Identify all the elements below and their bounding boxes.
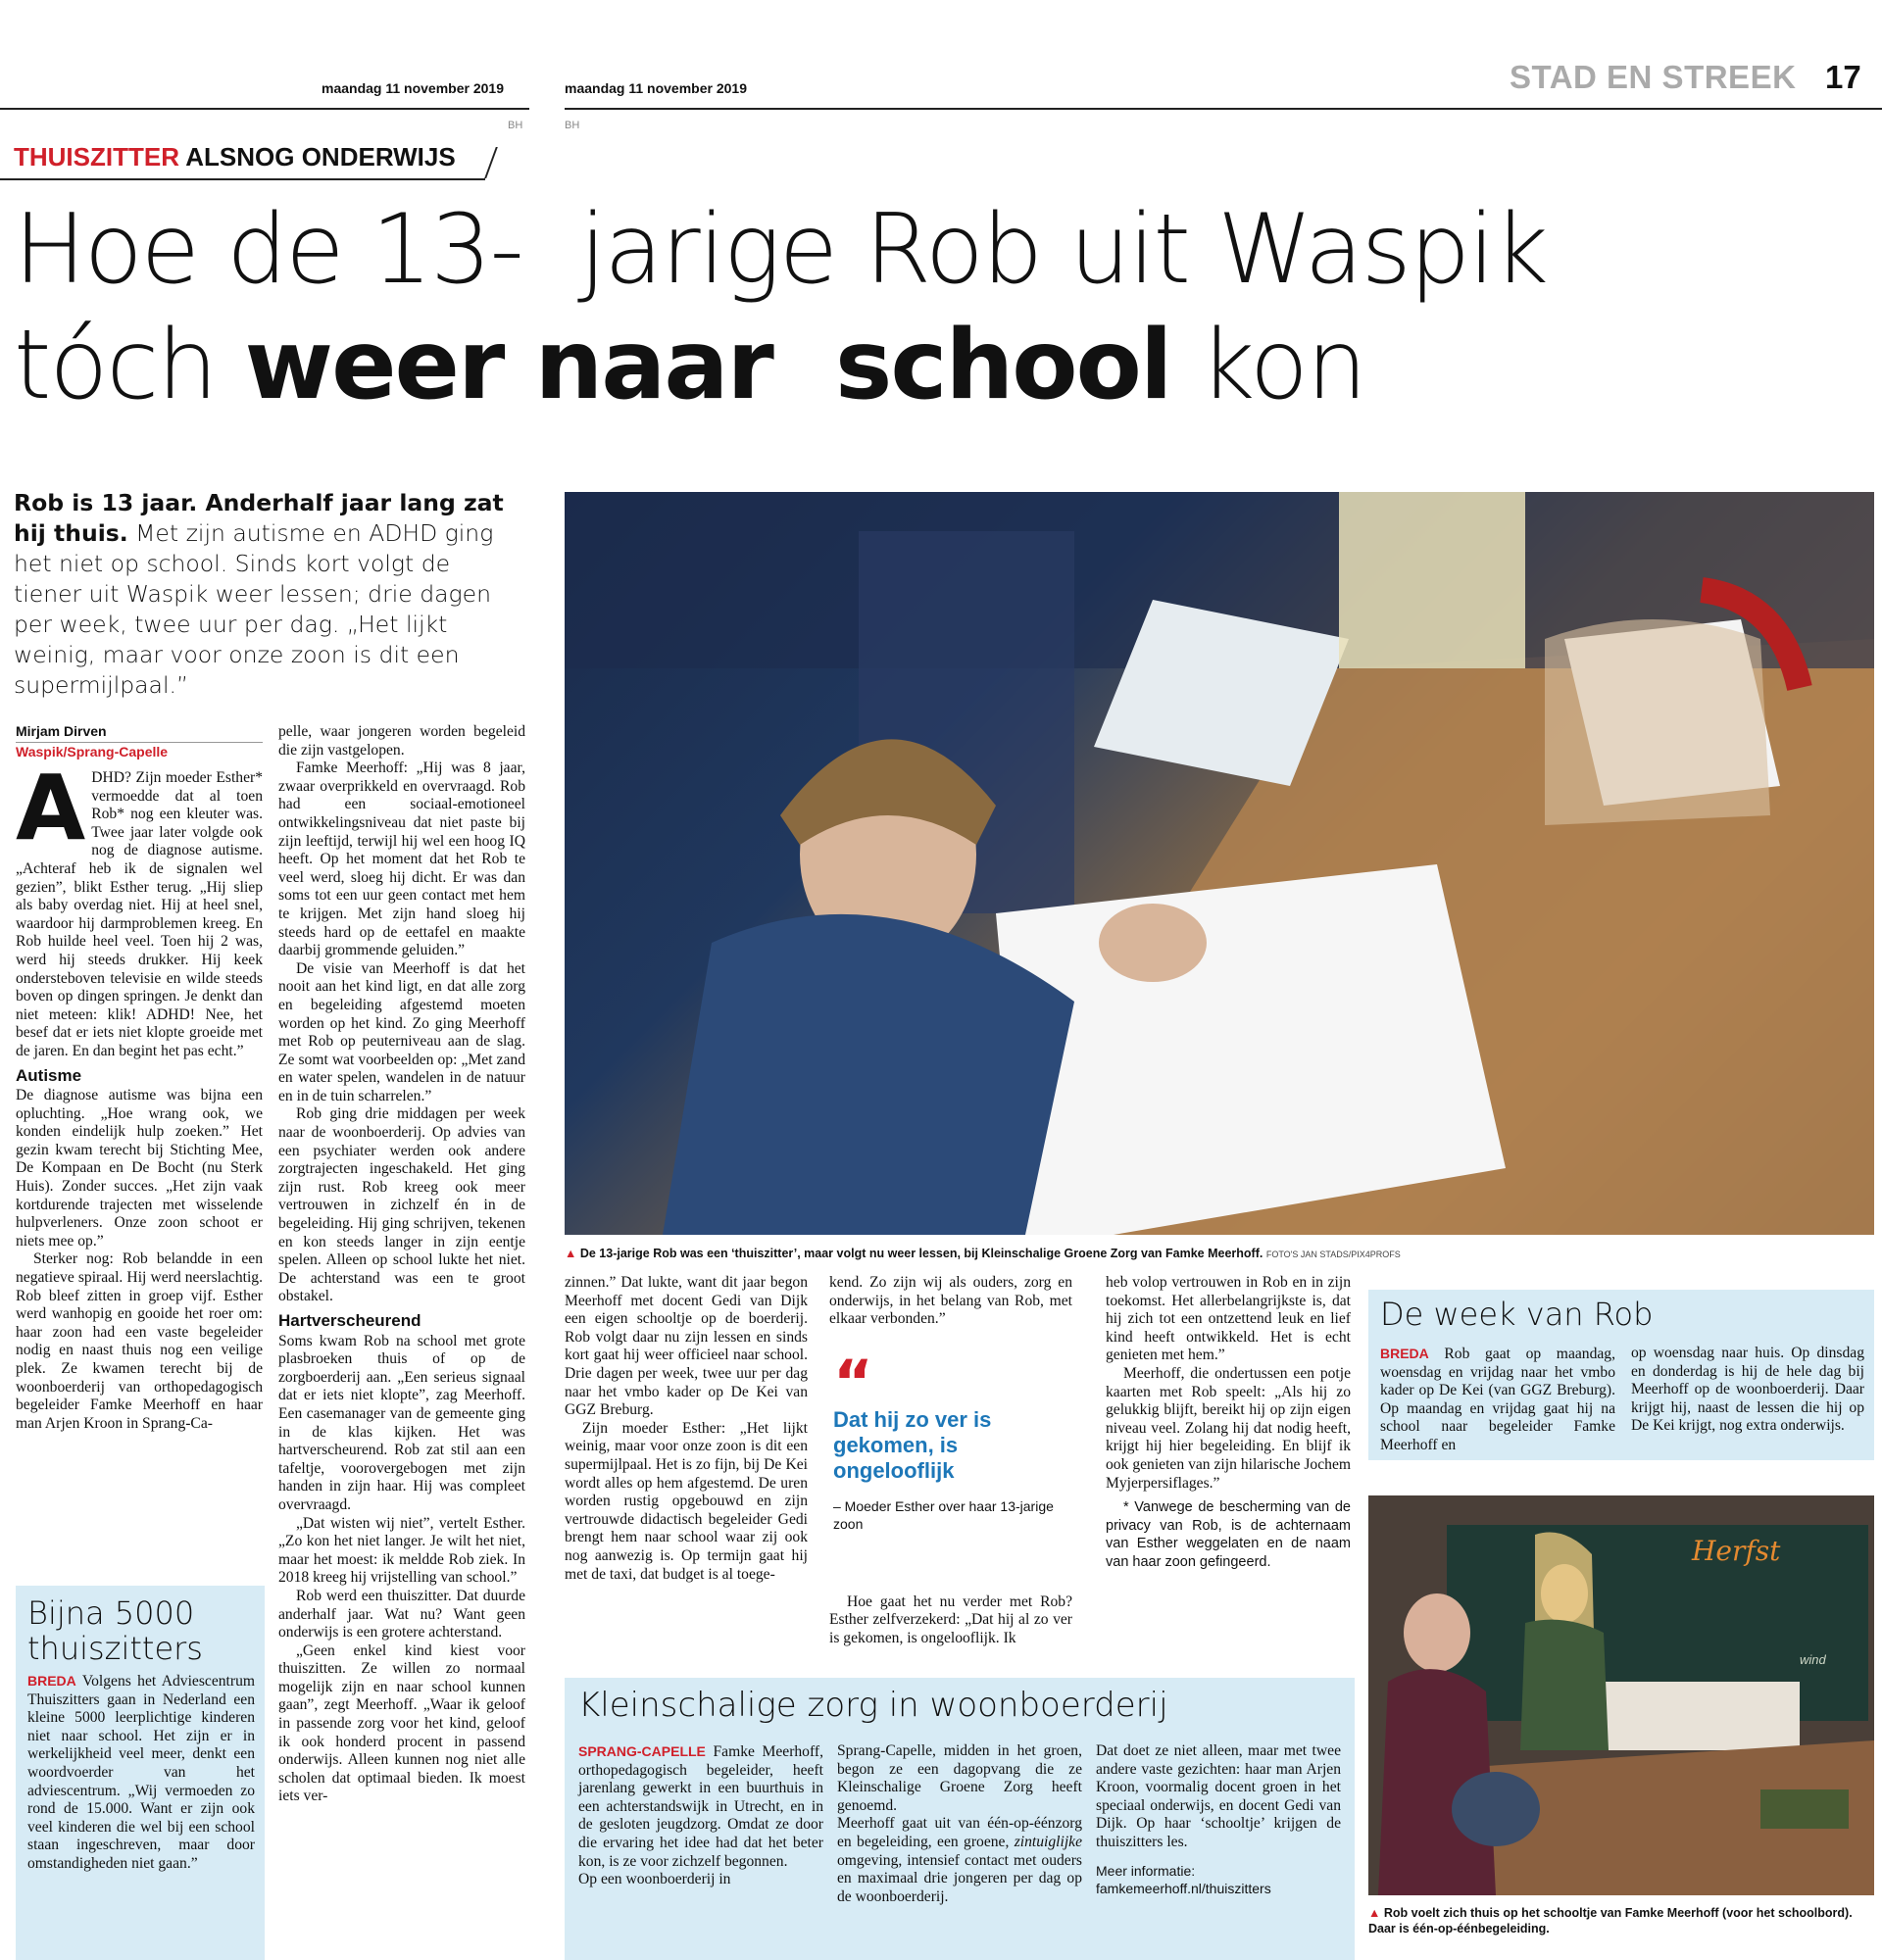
col2-para7: Rob werd een thuiszitter. Dat duurde anderhalf jaar. Wat nu? Want geen onderwijs is een grotere achterstand. bbox=[278, 1587, 525, 1642]
box-zorg-c1: Famke Meerhoff, orthopedagogisch begeleider, heeft jarenlang gewerkt in een buurthuis in een achterstandswijk in Utrecht, en in de gesloten jeugdzorg. Omdat ze door die ervaring het idee had dat het beter kon, is ze voor zichzelf begonnen. bbox=[578, 1743, 823, 1870]
box-week-col2: op woensdag naar huis. Op dinsdag en donderdag is hij de hele dag bij Meerhoff op de woonboerderij. Daar krijgt hij, naast de lessen die hij op De Kei krijgt, nog extra onderwijs. bbox=[1631, 1345, 1864, 1435]
section-label: STAD EN STREEK bbox=[1510, 59, 1797, 95]
box-zorg-place: SPRANG-CAPELLE bbox=[578, 1743, 706, 1759]
headline-part-a: tóch bbox=[14, 310, 245, 421]
kicker-red: THUISZITTER bbox=[14, 142, 179, 172]
col2-para2: Famke Meerhoff: „Hij was 8 jaar, zwaar overprikkeld en overvraagd. Rob had een sociaal-emotioneel ontwikkelingsniveau dat niet paste bij zijn leeftijd, terwijl hij wel een hoog IQ heeft. Op het moment dat het Rob te veel werd, sloeg hij dicht. Er was dan soms tot een uur geen contact met hem te krijgen. Met zijn hand sloeg hij steeds hard op de eettafel en maakte daarbij grommende geluiden.” bbox=[278, 760, 525, 959]
box-thuiszitters bbox=[16, 1586, 265, 1960]
box-week-title: De week van Rob bbox=[1380, 1296, 1654, 1333]
caption-triangle-icon: ▲ bbox=[565, 1247, 577, 1260]
pull-quote-attribution: – Moeder Esther over haar 13-jarige zoon bbox=[833, 1497, 1054, 1532]
box-zorg-more-label: Meer informatie: bbox=[1096, 1862, 1196, 1879]
col3-para1: zinnen.” Dat lukte, want dit jaar begon Meerhoff met docent Gedi van Dijk een eigen schooltje op de boerderij. Rob volgt daar nu zijn lessen en sinds kort gaat hij weer officieel naar school. Drie dagen per week, twee uur per dag naar het vmbo kader op De Kei van GGZ Breburg. bbox=[565, 1274, 808, 1419]
headline-line2 bbox=[14, 312, 1365, 419]
col1-para1: DHD? Zijn moeder Esther* vermoedde dat al toen Rob* nog een kleuter was. Twee jaar later volgde ook nog de diagnose autisme. „Achteraf heb ik de signalen wel gezien”, blikt Esther terug. „Hij sliep als baby overdag niet. Hij at heel snel, waardoor hij darmproblemen kreeg. En Rob huilde heel veel. Toen hij 2 was, werd hij steeds drukker. Hij keek ondersteboven televisie en wilde steeds boven op dingen springen. Je denkt dan niet meteen: klik! ADHD! Nee, het besef dat er iets niet klopte groeide met de jaren. En dan begint het pas echt.” bbox=[16, 769, 263, 1059]
main-photo bbox=[565, 492, 1874, 1235]
col5-para2: Meerhoff, die ondertussen een potje kaarten met Rob speelt: „Als hij zo gelukkig blijft, bereikt hij op zijn eigen niveau veel. Zolang hij dat nodig heeft, krijgt hij hier begeleiding. En blijf ik ook genieten van zijn hilarische Jochem Myjerpersiflages.” bbox=[1106, 1364, 1351, 1492]
col5-para1: heb volop vertrouwen in Rob en in zijn toekomst. Het allerbelangrijkste is, dat hij zich tot een ontzettend leuk en lief kind heeft ontwikkeld. Het is echt genieten met hem.” bbox=[1106, 1274, 1351, 1364]
col1-para3: Sterker nog: Rob belandde in een negatieve spiraal. Hij werd neerslachtig. Rob bleef zitten in groep vijf. Esther werd wanhopig en gooide het roer om: haar zoon had een vaste begeleider nodig en naast thuis nog een veilige plek. Ze kwamen terecht bij de woonboerderij van orthopedagogisch begeleider Famke Meerhoff en haar man Arjen Kroon in Sprang-Ca- bbox=[16, 1250, 263, 1432]
box-zorg-c3: Dat doet ze niet alleen, maar met twee andere vaste gezichten: haar man Arjen Kroon, voormalig docent groen in het speciaal onderwijs, en docent Gedi van Dijk. Op haar ‘schooltje’ krijgen de thuiszitters les. bbox=[1096, 1742, 1341, 1850]
kicker-rule bbox=[0, 178, 485, 180]
headline-part-bold: weer naar school bbox=[244, 310, 1171, 421]
header-rule-right bbox=[565, 108, 1882, 110]
col2-para8: „Geen enkel kind kiest voor thuiszitten. Ze willen zo normaal mogelijk zijn en naar school kunnen gaan”, zegt Meerhoff. „Waar ik geloof in passende zorg voor het kind, geloof ik ook honderd procent in passend onderwijs. Alleen kunnen nog niet alle scholen dat optimaal bieden. Ik moest iets ver- bbox=[278, 1642, 525, 1805]
box-zorg-c1b: Op een woonboerderij in bbox=[578, 1871, 731, 1888]
col2-para6: „Dat wisten wij niet”, vertelt Esther. „Zo kon het niet langer. Je wilt het niet, maar het moest: ik meldde Rob ziek. In 2018 kreeg hij vrijstelling van school.” bbox=[278, 1514, 525, 1587]
main-photo-caption bbox=[565, 1247, 1874, 1260]
box-zorg-title: Kleinschalige zorg in woonboerderij bbox=[578, 1686, 1168, 1725]
byline-rule bbox=[16, 742, 263, 743]
pull-quote-text: Dat hij zo ver is gekomen, is ongelooflijk bbox=[833, 1406, 992, 1483]
col2-para1: pelle, waar jongeren worden begeleid die zijn vastgelopen. bbox=[278, 723, 525, 759]
col4-para2: Hoe gaat het nu verder met Rob? Esther zelfverzekerd: „Dat hij al zo ver is gekomen, is ongelooflijk. Ik bbox=[829, 1592, 1072, 1646]
article-column-2 bbox=[278, 723, 525, 1806]
box-zorg-c2b-b: omgeving, intensief contact met ouders en maximaal drie jongeren per dag op de woonboerderij. bbox=[837, 1851, 1082, 1905]
box-week-text-a: Rob gaat op maandag, woensdag en vrijdag naar het vmbo kader op De Kei (van GGZ Breburg). Op maandag en vrijdag gaat hij na school naar begeleider Famke Meerhoff en bbox=[1380, 1346, 1615, 1453]
drop-cap: A bbox=[16, 756, 86, 860]
main-photo-illustration bbox=[565, 492, 1874, 1235]
board-title: Herfst bbox=[1692, 1535, 1781, 1567]
box-thuiszitters-place: BREDA bbox=[27, 1673, 76, 1689]
article-column-1 bbox=[16, 756, 263, 1433]
date-right: maandag 11 november 2019 bbox=[565, 80, 747, 96]
byline-author: Mirjam Dirven bbox=[16, 723, 107, 739]
secondary-photo-caption-text: Rob voelt zich thuis op het schooltje van Famke Meerhoff (voor het schoolbord). Daar is één-op-éénbegeleiding. bbox=[1368, 1906, 1853, 1936]
article-column-3 bbox=[565, 1274, 808, 1584]
box-zorg-col2 bbox=[837, 1742, 1082, 1906]
kicker bbox=[14, 142, 456, 172]
article-column-4 bbox=[829, 1274, 1072, 1648]
pull-quote bbox=[829, 1346, 1072, 1533]
box-kleinschalige-zorg bbox=[565, 1678, 1355, 1960]
subhead-hartverscheurend: Hartverscheurend bbox=[278, 1311, 421, 1330]
box-zorg-c2b-italic: zintuiglijke bbox=[1014, 1833, 1082, 1850]
header-rule-left bbox=[0, 108, 529, 110]
board-word: wind bbox=[1800, 1652, 1826, 1667]
kicker-black: ALSNOG ONDERWIJS bbox=[185, 142, 456, 172]
byline-place: Waspik/Sprang-Capelle bbox=[16, 744, 169, 760]
headline-line1: Hoe de 13- jarige Rob uit Waspik bbox=[14, 194, 1548, 306]
intro-text: Met zijn autisme en ADHD ging het niet op school. Sinds kort volgt de tiener uit Waspik weer lessen; drie dagen per week, twee uur per dag. „Het lijkt weinig, maar voor onze zoon is dit een supermijlpaal.” bbox=[14, 519, 494, 699]
page-number: 17 bbox=[1825, 59, 1861, 95]
intro bbox=[14, 488, 514, 701]
secondary-photo bbox=[1368, 1495, 1874, 1895]
edition-code-right: BH bbox=[565, 120, 580, 131]
box-week-van-rob bbox=[1368, 1290, 1874, 1460]
box-week-place: BREDA bbox=[1380, 1346, 1429, 1361]
secondary-photo-caption bbox=[1368, 1905, 1874, 1936]
col2-para5: Soms kwam Rob na school met grote plasbroeken thuis of op de zorgboerderij aan. „Een serieus signaal dat er iets niet klopte”, zag Meerhoff. Een casemanager van de gemeente ging in de klas kijken. Het was hartverscheurend. Rob zat stil aan een tafeltje, voorovergebogen met zijn handen in zijn haar. Hij was compleet overvraagd. bbox=[278, 1332, 525, 1513]
intro-bold: Rob is 13 jaar. Anderhalf jaar lang zat hij thuis. bbox=[14, 489, 504, 547]
photo-credit: FOTO'S JAN STADS/PIX4PROFS bbox=[1265, 1250, 1401, 1259]
privacy-note: * Vanwege de bescherming van de privacy van Rob, is de achternaam van Esther weggelaten en de naam van haar zoon gefingeerd. bbox=[1106, 1499, 1351, 1570]
box-zorg-col3 bbox=[1096, 1742, 1341, 1898]
box-zorg-col1 bbox=[578, 1742, 823, 1889]
box-zorg-c2b-a: Meerhoff gaat uit van één-op-éénzorg en begeleiding, een groene, bbox=[837, 1815, 1082, 1850]
secondary-photo-illustration bbox=[1368, 1495, 1874, 1895]
headline-part-b: kon bbox=[1170, 310, 1365, 421]
date-left: maandag 11 november 2019 bbox=[322, 80, 504, 96]
box-thuiszitters-title: Bijna 5000 thuiszitters bbox=[27, 1594, 203, 1667]
box-week-col1 bbox=[1380, 1345, 1615, 1455]
col3-para2: Zijn moeder Esther: „Het lijkt weinig, maar voor onze zoon is dit een supermijlpaal. Het is zo fijn, bij De Kei wordt alles op hem afgestemd. De uren worden rustig opgebouwd en zijn vertrouwde didactisch begeleider Gedi brengt hem naar school waar zij ook nog aanwezig is. Op termijn gaat hij met de taxi, dat budget is al toege- bbox=[565, 1419, 808, 1583]
subhead-autisme: Autisme bbox=[16, 1065, 82, 1085]
caption-triangle-icon-2: ▲ bbox=[1368, 1906, 1381, 1920]
kicker-slash bbox=[474, 147, 498, 178]
quote-mark-icon: “ bbox=[833, 1346, 873, 1418]
col1-para2: De diagnose autisme was bijna een opluchting. „Hoe wrang ook, we konden eindelijk hulp zoeken.” Het gezin kwam terecht bij Stichting Mee, De Kompaan en De Bocht (nu Sterk Huis). Zonder succes. „Het zijn vaak kortdurende trajecten met wisselende hulpverleners. Onze zoon schoot er niets mee op.” bbox=[16, 1087, 263, 1250]
box-zorg-more-url[interactable]: famkemeerhoff.nl/thuiszitters bbox=[1096, 1881, 1271, 1897]
box-zorg-c2: Sprang-Capelle, midden in het groen, begon ze een dagopvang die ze Kleinschalige Groene Zorg heeft genoemd. bbox=[837, 1742, 1082, 1814]
box-thuiszitters-body bbox=[27, 1672, 255, 1874]
main-photo-caption-text: De 13-jarige Rob was een ‘thuiszitter’, maar volgt nu weer lessen, bij Kleinschalige Groene Zorg van Famke Meerhoff. bbox=[579, 1247, 1263, 1260]
edition-code-left: BH bbox=[508, 120, 523, 131]
box-thuiszitters-text: Volgens het Adviescentrum Thuiszitters gaan in Nederland een kleine 5000 leerplichtige kinderen niet naar school. Het zijn er in werkelijkheid veel meer, denkt een woordvoerder van het adviescentrum. „Wij vermoeden zo rond de 15.000. Want er zijn ook veel kinderen die wel bij een school staan ingeschreven, maar door omstandigheden niet gaan.” bbox=[27, 1673, 255, 1872]
col4-para1: kend. Zo zijn wij als ouders, zorg en onderwijs, in het belang van Rob, met elkaar verbonden.” bbox=[829, 1274, 1072, 1328]
col2-para3: De visie van Meerhoff is dat het nooit aan het kind ligt, en dat alle zorg en begeleiding afgestemd moeten worden op het kind. Zo ging Meerhoff met Rob op peuterniveau aan de slag. Ze somt wat voorbeelden op: „Met zand en water spelen, wandelen in de natuur en in de tuin scharrelen.” bbox=[278, 959, 525, 1104]
col2-para4: Rob ging drie middagen per week naar de woonboerderij. Op advies van een psychiater werden ook andere zorgtrajecten ingeschakeld. Het ging zijn rust. Rob kreeg ook meer vertrouwen in zichzelf én in de begeleiding. Hij ging schrijven, tekenen en kon steeds langer in zijn eentje spelen. Alleen op school lukte het niet. De achterstand was een te groot obstakel. bbox=[278, 1105, 525, 1305]
article-column-5 bbox=[1106, 1274, 1351, 1572]
